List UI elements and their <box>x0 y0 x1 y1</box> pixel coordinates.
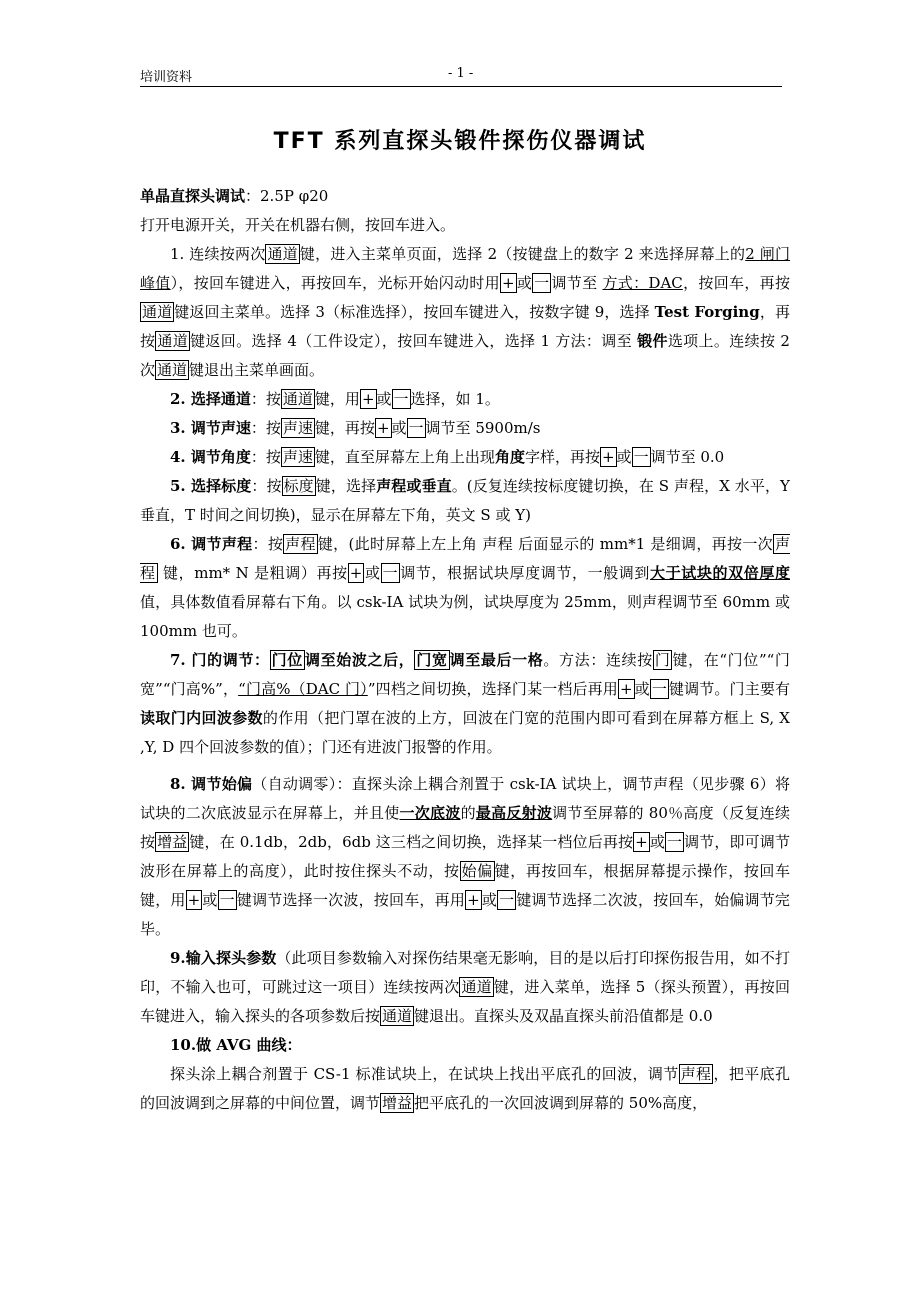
underlined-text: “门高%（DAC 门） <box>238 680 368 698</box>
text: 的作用（把门罩在波的上方，回波在门宽的范围内即可看到在屏幕方框上 S, X ,Y, D 四个回波参数的值）；门还有进波门报警的作用。 <box>140 709 790 756</box>
header-rule <box>140 86 782 87</box>
text: 键退出。直探头及双晶直探头前沿值都是 0.0 <box>414 1007 713 1025</box>
step-label: 2. 选择通道 <box>170 390 251 408</box>
step-9 <box>140 944 790 1031</box>
text: 调节，即可调节波形在屏幕上的高度），此时按住探头不动，按 <box>140 833 790 880</box>
key-scale: 标度 <box>283 477 314 495</box>
key-offset: 始偏 <box>461 862 493 880</box>
text: （此项目参数输入对探伤结果毫无影响，目的是以后打印探伤报告用，如不打印，不输入也可，可跳过这一项目）连续按两次 <box>140 949 790 996</box>
text: 键返回。选择 4（工件设定），按回车键进入，选择 1 方法：调至 <box>190 332 638 350</box>
text: 或 <box>202 891 218 909</box>
text: ），按回车键进入，再按回车，光标开始闪动时用 <box>170 274 500 292</box>
step-8 <box>140 770 790 944</box>
text: 或 <box>634 680 650 698</box>
key-plus: + <box>187 891 201 909</box>
text: 键，选择 <box>315 477 377 495</box>
step-label: 7. 门的调节： <box>170 651 270 669</box>
key-gate-position: 门位 <box>271 651 303 669</box>
key-channel: 通道 <box>142 303 173 321</box>
text: 1. 连续按两次 <box>170 245 266 263</box>
text: 键，进入菜单，选择 5（探头预置），再按回车键进入，输入探头的各项参数后按 <box>140 978 790 1025</box>
step-7 <box>140 646 790 762</box>
text: 键，(此时屏幕上左上角 声程 后面显示的 mm*1 是细调，再按一次 <box>317 535 773 553</box>
text: 键返回主菜单。选择 3（标准选择），按回车键进入，按数字键 9，选择 <box>174 303 655 321</box>
text: 键调节选择一次波，按回车，再用 <box>236 891 466 909</box>
step-3 <box>140 414 790 443</box>
text: 选择，如 1。 <box>410 390 500 408</box>
step-4 <box>140 443 790 472</box>
text: ，再按 <box>140 303 790 350</box>
key-channel: 通道 <box>267 245 298 263</box>
bold-text: 读取门内回波参数 <box>140 709 263 727</box>
page-number: - 1 - <box>448 66 474 81</box>
text: 键，用 <box>314 390 360 408</box>
text: ：按 <box>250 419 281 437</box>
key-minus: 一 <box>651 680 667 698</box>
text: 值，具体数值看屏幕右下角。以 csk-IA 试块为例，试块厚度为 25mm，则声程调节至 60mm 或 100mm 也可。 <box>140 593 790 640</box>
text: 或 <box>391 419 407 437</box>
step-10 <box>140 1060 790 1118</box>
bold-text: 调至始波之后， <box>304 651 415 669</box>
key-channel: 通道 <box>282 390 313 408</box>
key-channel: 通道 <box>382 1007 413 1025</box>
text: 键，在 0.1db，2db，6db 这三档之间切换，选择某一档位后再按 <box>189 833 634 851</box>
key-minus: 一 <box>666 833 683 851</box>
key-plus: + <box>601 448 615 466</box>
step-label: 6. 调节声程 <box>170 535 253 553</box>
text: 调节至 5900m/s <box>425 419 541 437</box>
page-header <box>140 66 780 86</box>
key-plus: + <box>501 274 515 292</box>
text: ”四档之间切换，选择门某一档后再用 <box>367 680 618 698</box>
text: ：按 <box>250 390 281 408</box>
step-1 <box>140 240 790 385</box>
step-label: 4. 调节角度 <box>170 448 251 466</box>
bold-text: Test Forging <box>654 303 760 321</box>
bold-text: 角度 <box>494 448 525 466</box>
key-plus: + <box>349 564 363 582</box>
key-sound-speed: 声速 <box>282 419 313 437</box>
text: 或 <box>616 448 632 466</box>
key-minus: 一 <box>633 448 649 466</box>
text: ：按 <box>250 448 281 466</box>
key-range: 声程 <box>140 535 790 582</box>
key-gain: 增益 <box>382 1094 413 1112</box>
text: 的 <box>460 804 476 822</box>
text: 键，直至屏幕左上角上出现 <box>314 448 495 466</box>
key-channel: 通道 <box>461 978 492 996</box>
key-range: 声程 <box>285 535 316 553</box>
step-5 <box>140 472 790 530</box>
text: 键退出主菜单画面。 <box>189 361 325 379</box>
document-body <box>140 182 790 1118</box>
key-plus: + <box>361 390 375 408</box>
key-plus: + <box>376 419 390 437</box>
key-minus: 一 <box>219 891 235 909</box>
intro-line: 打开电源开关，开关在机器右侧，按回车进入。 <box>140 216 456 234</box>
step-label: 10.做 AVG 曲线： <box>170 1036 302 1054</box>
key-plus: + <box>635 833 648 851</box>
text: 或 <box>649 833 665 851</box>
text: 键，进入主菜单页面，选择 2（按键盘上的数字 2 来选择屏幕上的 <box>299 245 746 263</box>
intro-heading <box>140 182 790 211</box>
key-gate-width: 门宽 <box>416 651 448 669</box>
bold-underlined-text: 大于试块的双倍厚度 <box>650 564 790 582</box>
key-range: 声程 <box>680 1065 712 1083</box>
key-minus: 一 <box>382 564 399 582</box>
text: 或 <box>481 891 498 909</box>
text: 调节，根据试块厚度调节，一般调到 <box>400 564 651 582</box>
intro-label: 单晶直探头调试 <box>140 187 246 205</box>
bold-text: 调至最后一格 <box>449 651 544 669</box>
text: 调节至 <box>551 274 603 292</box>
text: 键调节。门主要有 <box>668 680 790 698</box>
key-minus: 一 <box>408 419 424 437</box>
text: 调节至屏幕的 80％高度（反复连续按 <box>140 804 790 851</box>
key-minus: 一 <box>534 274 550 292</box>
step-2 <box>140 385 790 414</box>
text: 键，在“门位”“门宽”“门高%”， <box>140 651 790 698</box>
key-minus: 一 <box>393 390 409 408</box>
text: 字样，再按 <box>524 448 600 466</box>
text: 键，mm* N 是粗调）再按 <box>157 564 348 582</box>
text: ：按 <box>251 477 282 495</box>
text: 。方法：连续按 <box>543 651 653 669</box>
bold-text: 声程或垂直 <box>376 477 452 495</box>
intro-spec: ：2.5P φ20 <box>245 187 329 205</box>
step-label: 5. 选择标度 <box>170 477 252 495</box>
key-gain: 增益 <box>157 833 188 851</box>
bold-text: 锻件 <box>637 332 668 350</box>
underlined-text: 方式：DAC <box>602 274 683 292</box>
text: 键调节选择二次波，按回车，始偏调节完毕。 <box>140 891 790 938</box>
text: ：按 <box>252 535 284 553</box>
text: 选项上。连续按 2 次 <box>140 332 790 379</box>
underlined-text: 2 闸门峰值 <box>140 245 790 292</box>
text: 或 <box>364 564 381 582</box>
spacer <box>140 762 790 770</box>
key-plus: + <box>467 891 480 909</box>
key-minus: 一 <box>499 891 515 909</box>
step-6 <box>140 530 790 646</box>
header-label: 培训资料 <box>140 70 193 85</box>
text: 把平底孔的一次回波调到屏幕的 50%高度， <box>414 1094 708 1112</box>
text: 键，再按 <box>314 419 375 437</box>
text: （自动调零）：直探头涂上耦合剂置于 csk-IA 试块上，调节声程（见步骤 6）将试块的二次底波显示在屏幕上，并且使 <box>140 775 790 822</box>
text: 。(反复连续按标度键切换，在 S 声程，X 水平，Y 垂直，T 时间之间切换)，显示在屏幕左下角，英文 S 或 Y) <box>140 477 790 524</box>
bold-underlined-text: 最高反射波 <box>475 804 553 822</box>
text: 或 <box>376 390 392 408</box>
key-channel: 通道 <box>157 332 189 350</box>
key-plus: + <box>619 680 633 698</box>
text: ，把平底孔的回波调到之屏幕的中间位置，调节 <box>140 1065 790 1112</box>
key-sound-speed: 声速 <box>282 448 313 466</box>
key-channel: 通道 <box>157 361 188 379</box>
key-gate: 门 <box>654 651 671 669</box>
text: 调节至 0.0 <box>650 448 725 466</box>
step-label: 8. 调节始偏 <box>170 775 253 793</box>
text: 探头涂上耦合剂置于 CS-1 标准试块上，在试块上找出平底孔的回波，调节 <box>170 1065 679 1083</box>
bold-underlined-text: 一次底波 <box>399 804 461 822</box>
step-10-heading <box>140 1031 790 1060</box>
text: ，按回车，再按 <box>682 274 790 292</box>
step-label: 9.输入探头参数 <box>170 949 277 967</box>
text: 或 <box>516 274 533 292</box>
document-title: TFT 系列直探头锻件探伤仪器调试 <box>273 129 647 154</box>
text: 键，再按回车，根据屏幕提示操作，按回车键，用 <box>140 862 790 909</box>
step-label: 3. 调节声速 <box>170 419 251 437</box>
